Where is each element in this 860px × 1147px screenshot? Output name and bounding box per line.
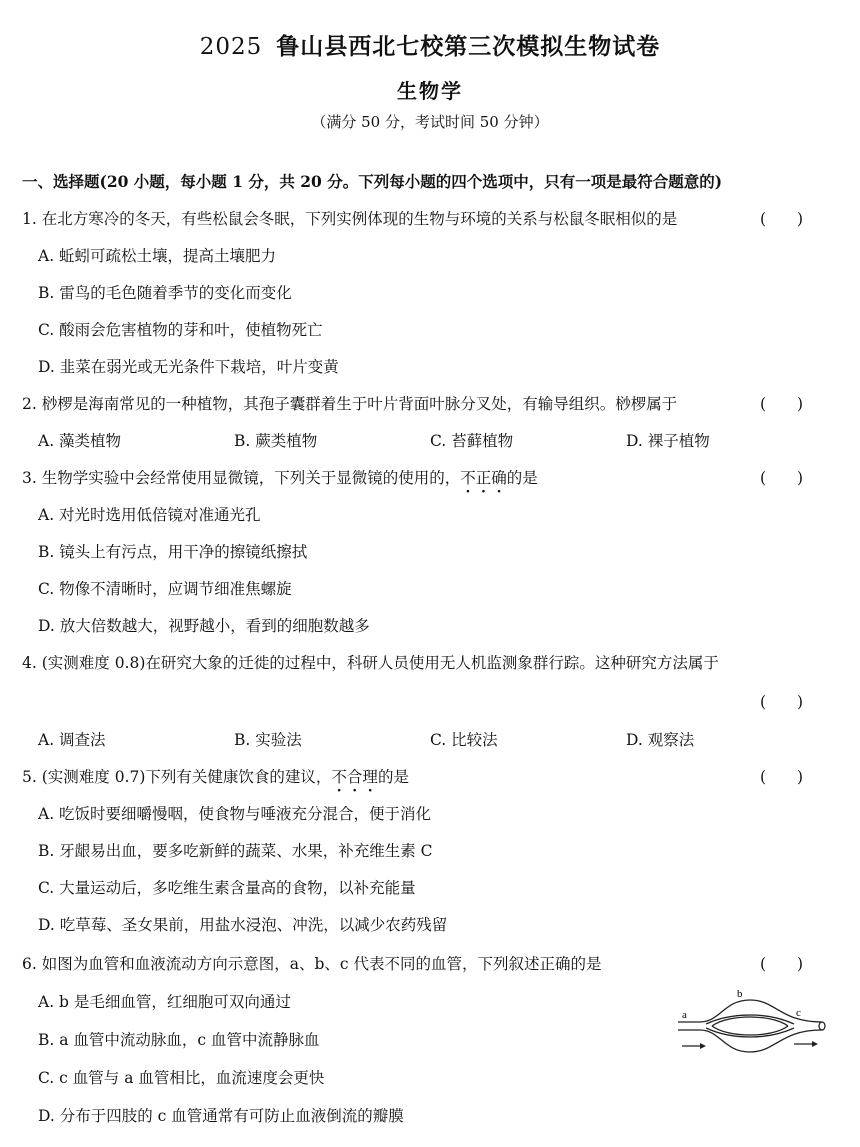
section-heading: 一、选择题(20 小题，每小题 1 分，共 20 分。下列每小题的四个选项中，只有一项是最符合题意的) xyxy=(22,172,723,191)
score-note: （满分 50 分，考试时间 50 分钟） xyxy=(311,113,549,131)
q2-option-c: C. 苔藓植物 xyxy=(430,432,514,450)
q3-option-d: D. 放大倍数越大，视野越小，看到的细胞数越多 xyxy=(38,617,370,635)
capillary-inner-1 xyxy=(706,1015,794,1024)
answer-paren-2: ( ) xyxy=(760,395,804,413)
q2-option-a: A. 藻类植物 xyxy=(38,432,122,450)
question-6-stem: 6. 如图为血管和血液流动方向示意图，a、b、c 代表不同的血管，下列叙述正确的是 xyxy=(22,955,602,973)
answer-paren-1: ( ) xyxy=(760,210,804,228)
q5-emphasis-2: 合 xyxy=(346,768,363,786)
q5-stem-end: 的是 xyxy=(377,768,409,786)
q3-stem-text: 3. 生物学实验中会经常使用显微镜，下列关于显微镜的使用的， xyxy=(22,469,461,487)
arrow-head-right xyxy=(812,1041,818,1047)
q4-option-c: C. 比较法 xyxy=(430,731,498,749)
question-5-stem xyxy=(22,765,409,787)
q3-emphasis-3: 确 xyxy=(491,469,507,487)
q4-option-d: D. 观察法 xyxy=(626,731,695,749)
q5-stem-text: 5. (实测难度 0.7)下列有关健康饮食的建议， xyxy=(22,768,332,786)
q6-option-d: D. 分布于四肢的 c 血管通常有可防止血液倒流的瓣膜 xyxy=(38,1107,404,1125)
q6-option-a: A. b 是毛细血管，红细胞可双向通过 xyxy=(38,993,291,1011)
q1-option-c: C. 酸雨会危害植物的芽和叶，使植物死亡 xyxy=(38,321,323,339)
arrow-head-left xyxy=(700,1043,706,1049)
q4-option-b: B. 实验法 xyxy=(234,731,302,749)
exam-year: 2025 xyxy=(199,34,263,60)
q1-option-d: D. 韭菜在弱光或无光条件下栽培，叶片变黄 xyxy=(38,358,339,376)
q3-emphasis-1: 不 xyxy=(460,469,476,487)
q1-option-a: A. 蚯蚓可疏松土壤，提高土壤肥力 xyxy=(38,247,277,265)
label-a: a xyxy=(682,1009,687,1021)
q5-option-b: B. 牙龈易出血，要多吃新鲜的蔬菜、水果，补充维生素 C xyxy=(38,842,433,860)
question-1-stem: 1. 在北方寒冷的冬天，有些松鼠会冬眠，下列实例体现的生物与环境的关系与松鼠冬眠相似的是 xyxy=(22,210,678,228)
answer-paren-5: ( ) xyxy=(760,768,804,786)
exam-title xyxy=(0,28,860,61)
question-3-stem xyxy=(22,466,538,488)
q3-stem-end: 的是 xyxy=(506,469,538,487)
exam-name: 鲁山县西北七校第三次模拟生物试卷 xyxy=(276,33,661,60)
label-c: c xyxy=(796,1007,801,1019)
q2-option-b: B. 蕨类植物 xyxy=(234,432,318,450)
blood-vessel-diagram xyxy=(672,988,828,1064)
q3-option-c: C. 物像不清晰时，应调节细准焦螺旋 xyxy=(38,580,292,598)
q5-option-a: A. 吃饭时要细嚼慢咽，使食物与唾液充分混合，便于消化 xyxy=(38,805,432,823)
vessel-end-c xyxy=(819,1022,825,1030)
q1-option-b: B. 雷鸟的毛色随着季节的变化而变化 xyxy=(38,284,292,302)
vessel-lower-outer xyxy=(678,1030,822,1052)
q5-option-d: D. 吃草莓、圣女果前，用盐水浸泡、冲洗，以减少农药残留 xyxy=(38,916,448,934)
question-4-stem: 4. (实测难度 0.8)在研究大象的迁徙的过程中，科研人员使用无人机监测象群行踪。这种研究方法属于 xyxy=(22,654,719,672)
q3-emphasis-2: 正 xyxy=(475,469,492,487)
subject-title: 生物学 xyxy=(397,79,463,103)
answer-paren-3: ( ) xyxy=(760,469,804,487)
question-2-stem: 2. 桫椤是海南常见的一种植物，其孢子囊群着生于叶片背面叶脉分叉处，有输导组织。桫椤属于 xyxy=(22,395,678,413)
q6-option-c: C. c 血管与 a 血管相比，血流速度会更快 xyxy=(38,1069,325,1087)
answer-paren-4: ( ) xyxy=(760,693,804,711)
q5-emphasis-1: 不 xyxy=(331,768,347,786)
q5-emphasis-3: 理 xyxy=(362,768,378,786)
q5-option-c: C. 大量运动后，多吃维生素含量高的食物，以补充能量 xyxy=(38,879,416,897)
q3-option-b: B. 镜头上有污点，用干净的擦镜纸擦拭 xyxy=(38,543,308,561)
q2-option-d: D. 裸子植物 xyxy=(626,432,710,450)
label-b: b xyxy=(737,988,743,1000)
q4-option-a: A. 调查法 xyxy=(38,731,106,749)
q6-option-b: B. a 血管中流动脉血，c 血管中流静脉血 xyxy=(38,1031,320,1049)
q3-option-a: A. 对光时选用低倍镜对准通光孔 xyxy=(38,506,261,524)
capillary-inner-2 xyxy=(706,1028,794,1037)
answer-paren-6: ( ) xyxy=(760,955,804,973)
